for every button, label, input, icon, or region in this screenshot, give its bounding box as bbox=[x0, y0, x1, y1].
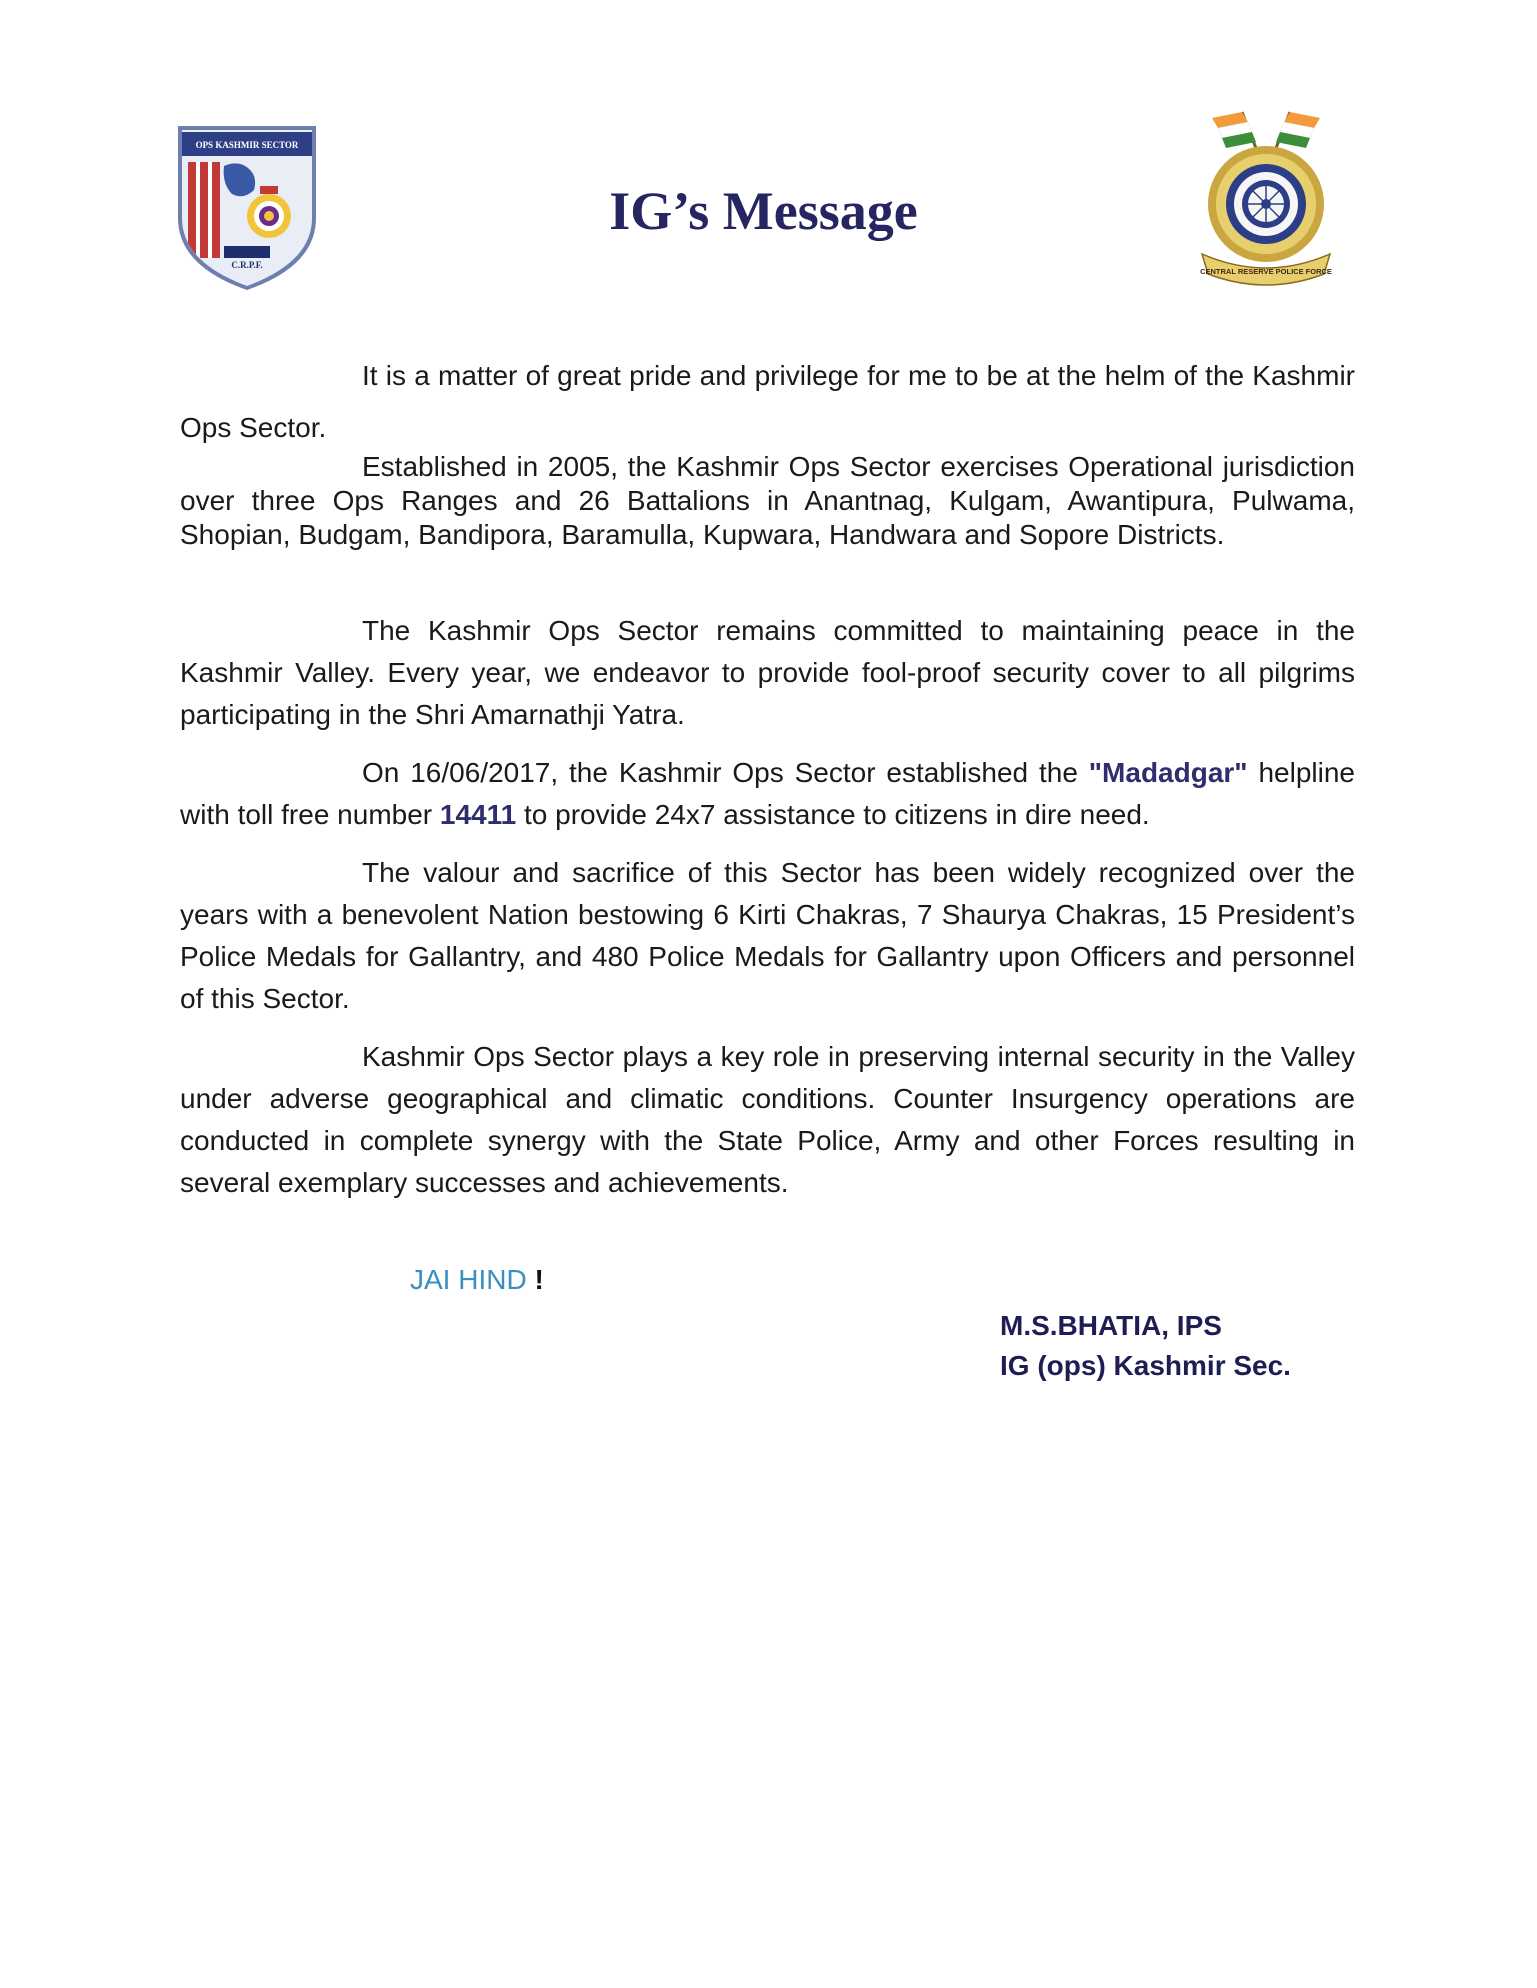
message-paragraph-2: Established in 2005, the Kashmir Ops Sector exercises Operational jurisdiction over three Ops Ranges and 26 Battalions in Anantnag, Kulgam, Awantipura, Pulwama, Shopian, Budgam, Bandipora, Baramulla, Kupwara, Handwara and Sopore Districts. bbox=[180, 451, 1355, 550]
message-paragraph-4 bbox=[180, 752, 1355, 836]
closing-salutation bbox=[410, 1264, 544, 1296]
message-paragraph-3: The Kashmir Ops Sector remains committed to maintaining peace in the Kashmir Valley. Every year, we endeavor to provide fool-proof security cover to all pilgrims participating in the Shri Amarnathji Yatra. bbox=[180, 615, 1355, 730]
message-paragraph-6: Kashmir Ops Sector plays a key role in preserving internal security in the Valley under adverse geographical and climatic conditions. Counter Insurgency operations are conducted in complete synergy with the State Police, Army and other Forces resulting in several exemplary successes and achievements. bbox=[180, 1041, 1355, 1198]
shield-footer-text: C.R.P.F. bbox=[231, 260, 263, 270]
toll-free-number: 14411 bbox=[439, 799, 517, 830]
signatory-name: M.S.BHATIA, IPS bbox=[1000, 1310, 1222, 1341]
salutation-text: JAI HIND bbox=[410, 1264, 527, 1295]
paragraph-4-text-c: to provide 24x7 assistance to citizens in dire need. bbox=[516, 799, 1150, 830]
message-paragraph-5: The valour and sacrifice of this Sector has been widely recognized over the years with a benevolent Nation bestowing 6 Kirti Chakras, 7 Shaurya Chakras, 15 President’s Police Medals for Gallantry, and 480 Police Medals for Gallantry upon Officers and personnel of this Sector. bbox=[180, 857, 1355, 1014]
paragraph-4-text-b: helpline with toll free number bbox=[180, 757, 1355, 830]
salutation-exclamation: ! bbox=[534, 1264, 544, 1295]
emblem-ribbon-text: CENTRAL RESERVE POLICE FORCE bbox=[1200, 267, 1332, 276]
shield-banner-text: OPS KASHMIR SECTOR bbox=[195, 140, 299, 150]
crpf-emblem-icon bbox=[1188, 104, 1344, 288]
signature-block bbox=[1000, 1306, 1291, 1386]
signatory-designation: IG (ops) Kashmir Sec. bbox=[1000, 1350, 1291, 1381]
page-title: IG’s Message bbox=[609, 181, 918, 241]
madadgar-name: "Madadgar" bbox=[1088, 757, 1248, 788]
message-paragraph-1: It is a matter of great pride and privilege for me to be at the helm of the Kashmir Ops Sector. bbox=[180, 360, 1355, 443]
paragraph-4-text-a: On 16/06/2017, the Kashmir Ops Sector established the bbox=[362, 757, 1089, 788]
